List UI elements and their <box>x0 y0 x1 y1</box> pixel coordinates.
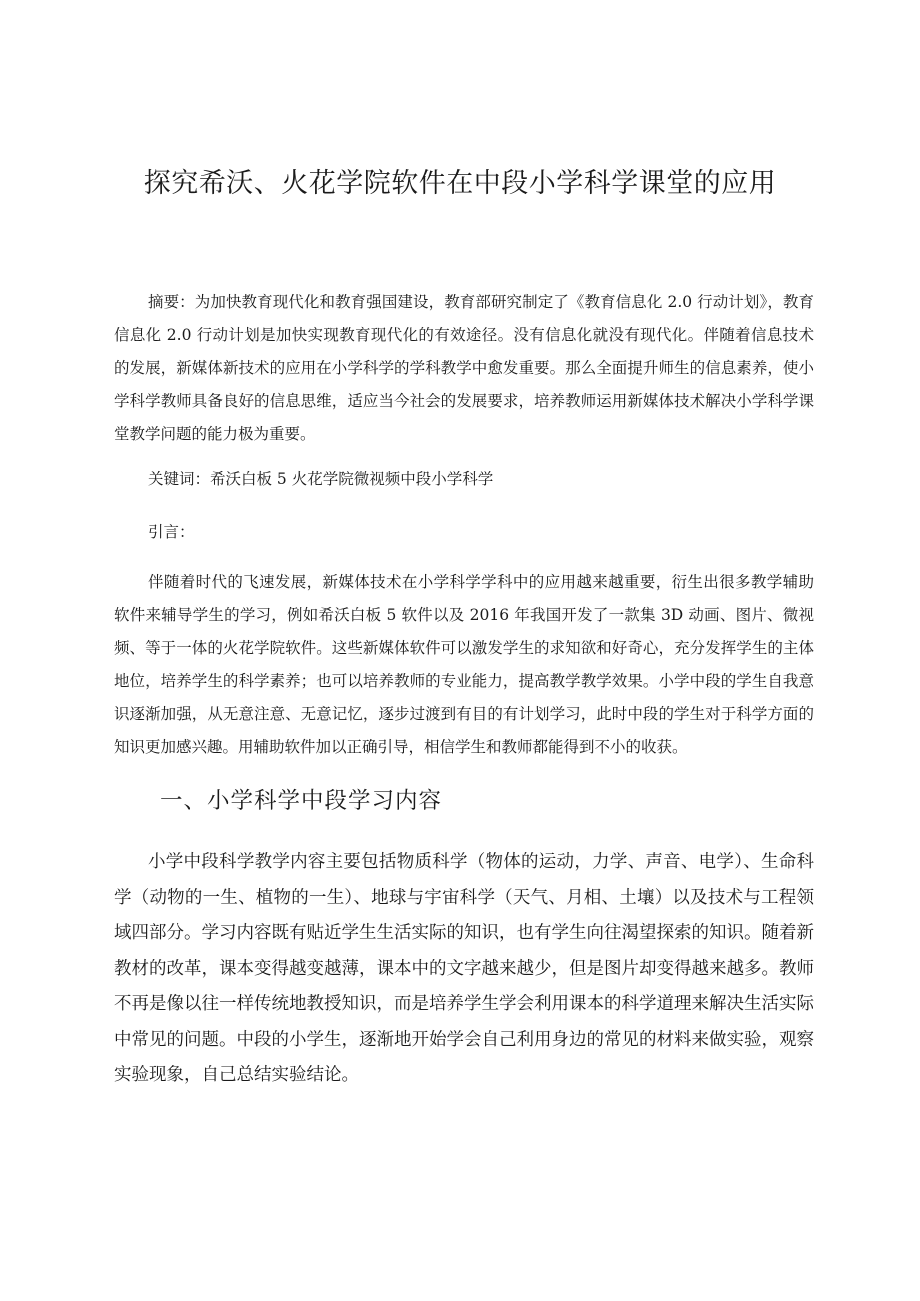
abstract-paragraph: 摘要：为加快教育现代化和教育强国建设，教育部研究制定了《教育信息化 2.0 行动计划》，教育信息化 2.0 行动计划是加快实现教育现代化的有效途径。没有信息化就没有现代化。伴随着信息技术的发展，新媒体新技术的应用在小学科学的学科教学中愈发重要。那么全面提升师生的信息素养，使小学科学教师具备良好的信息思维，适应当今社会的发展要求，培养教师运用新媒体技术解决小学科学课堂教学问题的能力极为重要。 <box>114 293 814 443</box>
intro-paragraph: 伴随着时代的飞速发展，新媒体技术在小学科学学科中的应用越来越重要，衍生出很多教学辅助软件来辅导学生的学习，例如希沃白板 5 软件以及 2016 年我国开发了一款集 3D 动画、图片、微视频、等于一体的火花学院软件。这些新媒体软件可以激发学生的求知欲和好奇心，充分发挥学生的主体地位，培养学生的科学素养；也可以培养教师的专业能力，提高教学教学效果。小学中段的学生自我意识逐渐加强，从无意注意、无意记忆，逐步过渡到有目的有计划学习，此时中段的学生对于科学方面的知识更加感兴趣。用辅助软件加以正确引导，相信学生和教师都能得到不小的收获。 <box>114 573 814 756</box>
document-title: 探究希沃、火花学院软件在中段小学科学课堂的应用 <box>143 168 777 199</box>
keywords-line: 关键词：希沃白板 5 火花学院微视频中段小学科学 <box>148 470 494 488</box>
section-1-paragraph: 小学中段科学教学内容主要包括物质科学（物体的运动，力学、声音、电学）、生命科学（动物的一生、植物的一生）、地球与宇宙科学（天气、月相、土壤）以及技术与工程领域四部分。学习内容既有贴近学生生活实际的知识，也有学生向往渴望探索的知识。随着新教材的改革，课本变得越变越薄，课本中的文字越来越少，但是图片却变得越来越多。教师不再是像以往一样传统地教授知识，而是培养学生学会利用课本的科学道理来解决生活实际中常见的问题。中段的小学生，逐渐地开始学会自己利用身边的常见的材料来做实验，观察实验现象，自己总结实验结论。 <box>114 852 814 1085</box>
intro-label: 引言： <box>148 523 195 541</box>
section-heading-1: 一、小学科学中段学习内容 <box>160 788 443 814</box>
